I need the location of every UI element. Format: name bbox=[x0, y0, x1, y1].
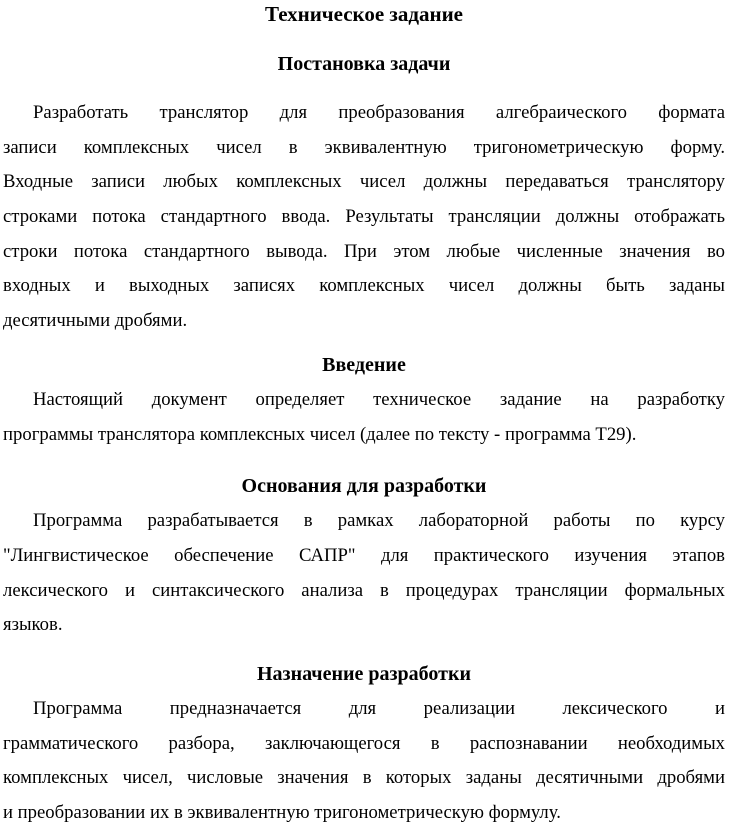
paragraph-line: Программа предназначается для реализации лексического и bbox=[33, 697, 725, 719]
paragraph-naznachenie bbox=[3, 692, 725, 831]
paragraph-line: строки потока стандартного вывода. При этом любые численные значения во bbox=[3, 240, 725, 262]
document-title: Техническое задание bbox=[264, 2, 464, 26]
paragraph-line: лексического и синтаксического анализа в процедурах трансляции формальных bbox=[3, 579, 725, 601]
paragraph-line: Программа разрабатывается в рамках лабораторной работы по курсу bbox=[33, 510, 725, 532]
paragraph-postanovka-zadachi bbox=[3, 96, 725, 339]
paragraph-line: Разработать транслятор для преобразования алгебраического формата bbox=[33, 102, 725, 123]
paragraph-line: и преобразовании их в эквивалентную тригонометрическую формулу. bbox=[3, 802, 561, 823]
paragraph-line: программы транслятора комплексных чисел (далее по тексту - программа Т29). bbox=[3, 423, 637, 445]
paragraph-line: входных и выходных записях комплексных чисел должны быть заданы bbox=[3, 275, 725, 297]
section-heading-naznachenie: Назначение разработки bbox=[256, 662, 472, 685]
paragraph-vvedenie bbox=[3, 383, 725, 452]
paragraph-line: комплексных чисел, числовые значения в которых заданы десятичными дробями bbox=[3, 767, 725, 789]
paragraph-line: записи комплексных чисел в эквивалентную тригонометрическую форму. bbox=[3, 136, 725, 158]
paragraph-line: строками потока стандартного ввода. Результаты трансляции должны отображать bbox=[3, 206, 725, 228]
paragraph-line: грамматического разбора, заключающегося в распознавании необходимых bbox=[3, 732, 725, 754]
paragraph-line: "Лингвистическое обеспечение САПР" для практического изучения этапов bbox=[3, 544, 725, 566]
paragraph-osnovaniya bbox=[3, 504, 725, 643]
paragraph-line: Настоящий документ определяет техническое задание на разработку bbox=[33, 388, 725, 410]
paragraph-line: Входные записи любых комплексных чисел должны передаваться транслятору bbox=[3, 171, 725, 193]
paragraph-line: десятичными дробями. bbox=[3, 310, 188, 332]
section-heading-osnovaniya: Основания для разработки bbox=[241, 475, 487, 498]
paragraph-line: языков. bbox=[3, 614, 63, 636]
section-heading-postanovka-zadachi: Постановка задачи bbox=[277, 53, 451, 75]
section-heading-vvedenie: Введение bbox=[322, 353, 406, 376]
